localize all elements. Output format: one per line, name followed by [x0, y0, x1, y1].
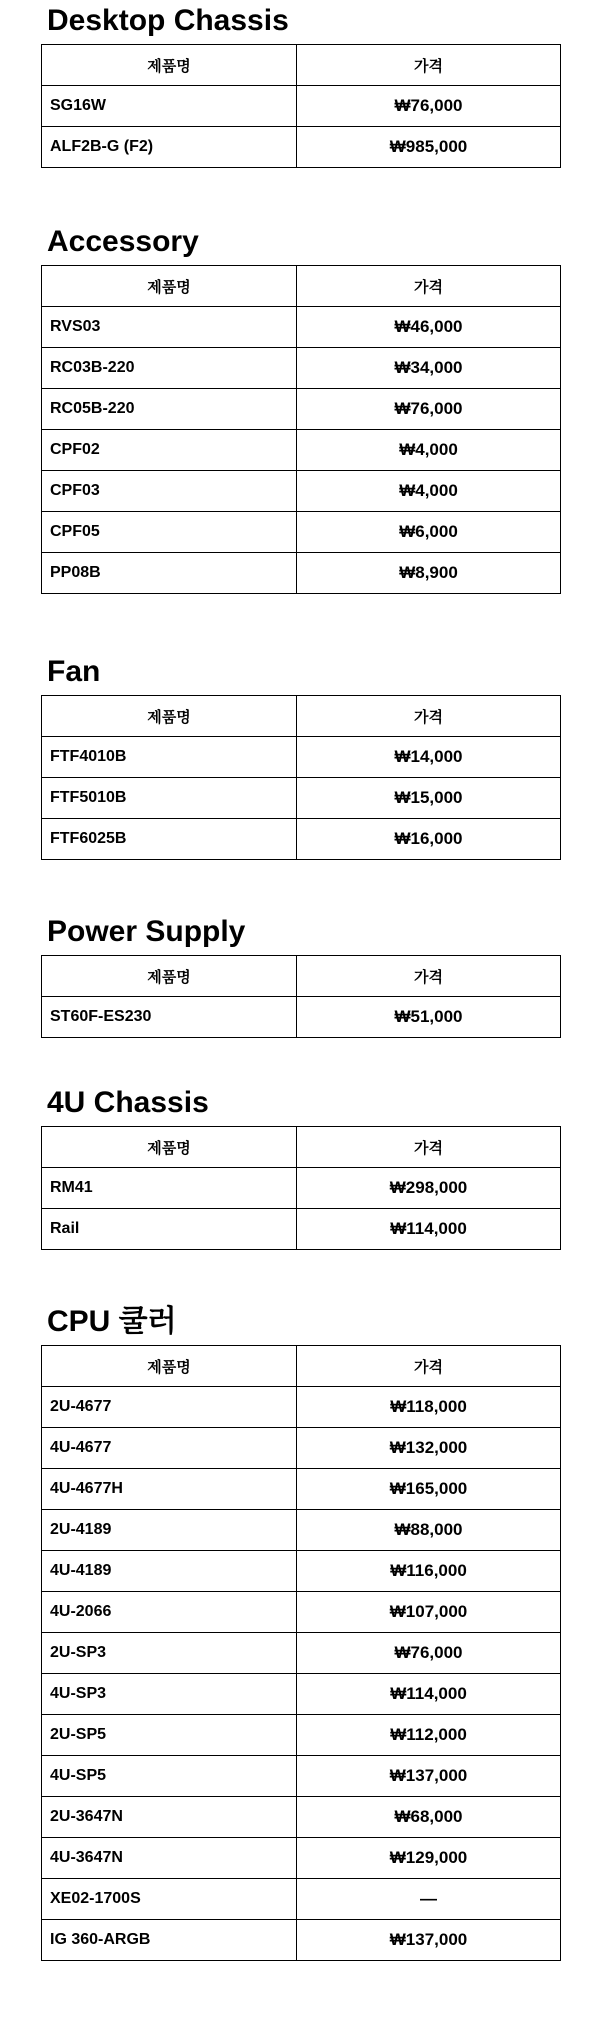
product-price: ₩6,000	[297, 512, 561, 553]
column-header-name: 제품명	[42, 266, 297, 307]
product-price: ₩107,000	[297, 1592, 561, 1633]
product-name: 4U-3647N	[42, 1838, 297, 1879]
table-row	[42, 1469, 561, 1510]
table-header-row	[42, 956, 561, 997]
product-name: 2U-3647N	[42, 1797, 297, 1838]
price-table	[41, 695, 561, 860]
product-price: ₩51,000	[297, 997, 561, 1038]
product-name: RM41	[42, 1168, 297, 1209]
table-header-row	[42, 1127, 561, 1168]
product-name: 4U-2066	[42, 1592, 297, 1633]
price-table	[41, 265, 561, 594]
product-name: FTF5010B	[42, 778, 297, 819]
product-price: ₩4,000	[297, 430, 561, 471]
table-row	[42, 471, 561, 512]
product-name: FTF4010B	[42, 737, 297, 778]
table-row	[42, 1592, 561, 1633]
table-row	[42, 997, 561, 1038]
product-name: RC05B-220	[42, 389, 297, 430]
product-name: 4U-4189	[42, 1551, 297, 1592]
product-name: SG16W	[42, 86, 297, 127]
product-price: ₩14,000	[297, 737, 561, 778]
table-row	[42, 1428, 561, 1469]
table-row	[42, 348, 561, 389]
section-title: Accessory	[47, 225, 199, 258]
product-price: ₩165,000	[297, 1469, 561, 1510]
product-price: ₩15,000	[297, 778, 561, 819]
product-price: ₩137,000	[297, 1920, 561, 1961]
table-header-row	[42, 266, 561, 307]
product-name: CPF02	[42, 430, 297, 471]
product-name: RVS03	[42, 307, 297, 348]
table-row	[42, 1920, 561, 1961]
table-row	[42, 1633, 561, 1674]
column-header-name: 제품명	[42, 1127, 297, 1168]
section-title: CPU 쿨러	[47, 1305, 177, 1338]
column-header-price: 가격	[297, 1346, 561, 1387]
table-row	[42, 1838, 561, 1879]
product-price: ₩114,000	[297, 1209, 561, 1250]
column-header-price: 가격	[297, 266, 561, 307]
table-row	[42, 553, 561, 594]
column-header-price: 가격	[297, 696, 561, 737]
column-header-name: 제품명	[42, 45, 297, 86]
product-price: ₩46,000	[297, 307, 561, 348]
product-price: ₩298,000	[297, 1168, 561, 1209]
table-row	[42, 1387, 561, 1428]
table-row	[42, 1797, 561, 1838]
product-price: ₩985,000	[297, 127, 561, 168]
product-name: ALF2B-G (F2)	[42, 127, 297, 168]
product-price: ₩8,900	[297, 553, 561, 594]
column-header-price: 가격	[297, 45, 561, 86]
table-row	[42, 86, 561, 127]
table-row	[42, 1674, 561, 1715]
product-price: ₩76,000	[297, 86, 561, 127]
section-title: Fan	[47, 655, 101, 688]
table-row	[42, 1209, 561, 1250]
table-row	[42, 307, 561, 348]
product-price: ₩116,000	[297, 1551, 561, 1592]
product-name: IG 360-ARGB	[42, 1920, 297, 1961]
product-name: CPF03	[42, 471, 297, 512]
section-title: 4U Chassis	[47, 1086, 209, 1119]
product-price: ₩68,000	[297, 1797, 561, 1838]
product-name: 2U-SP5	[42, 1715, 297, 1756]
product-name: 2U-4677	[42, 1387, 297, 1428]
table-header-row	[42, 45, 561, 86]
product-price: ₩4,000	[297, 471, 561, 512]
product-price: ₩16,000	[297, 819, 561, 860]
product-name: ST60F-ES230	[42, 997, 297, 1038]
product-name: PP08B	[42, 553, 297, 594]
price-table	[41, 955, 561, 1038]
product-price: ₩129,000	[297, 1838, 561, 1879]
product-price: ₩88,000	[297, 1510, 561, 1551]
table-row	[42, 127, 561, 168]
product-name: 4U-4677	[42, 1428, 297, 1469]
product-price: ₩132,000	[297, 1428, 561, 1469]
product-price: ₩34,000	[297, 348, 561, 389]
section-title: Power Supply	[47, 915, 246, 948]
table-row	[42, 1551, 561, 1592]
product-name: 2U-4189	[42, 1510, 297, 1551]
product-name: Rail	[42, 1209, 297, 1250]
product-name: XE02-1700S	[42, 1879, 297, 1920]
product-name: RC03B-220	[42, 348, 297, 389]
table-row	[42, 1510, 561, 1551]
section-title: Desktop Chassis	[47, 4, 289, 37]
table-row	[42, 737, 561, 778]
product-name: CPF05	[42, 512, 297, 553]
product-name: 2U-SP3	[42, 1633, 297, 1674]
table-row	[42, 512, 561, 553]
product-price: ₩112,000	[297, 1715, 561, 1756]
product-price: ₩114,000	[297, 1674, 561, 1715]
table-row	[42, 1879, 561, 1920]
column-header-name: 제품명	[42, 696, 297, 737]
table-row	[42, 389, 561, 430]
column-header-name: 제품명	[42, 956, 297, 997]
table-row	[42, 1756, 561, 1797]
table-row	[42, 778, 561, 819]
table-row	[42, 430, 561, 471]
column-header-name: 제품명	[42, 1346, 297, 1387]
product-price: ₩76,000	[297, 1633, 561, 1674]
table-row	[42, 819, 561, 860]
product-price: ₩137,000	[297, 1756, 561, 1797]
product-name: 4U-SP3	[42, 1674, 297, 1715]
price-table	[41, 44, 561, 168]
column-header-price: 가격	[297, 956, 561, 997]
product-price: ₩76,000	[297, 389, 561, 430]
column-header-price: 가격	[297, 1127, 561, 1168]
product-name: 4U-SP5	[42, 1756, 297, 1797]
table-header-row	[42, 1346, 561, 1387]
table-header-row	[42, 696, 561, 737]
product-name: 4U-4677H	[42, 1469, 297, 1510]
table-row	[42, 1715, 561, 1756]
product-name: FTF6025B	[42, 819, 297, 860]
price-table	[41, 1345, 561, 1961]
price-table	[41, 1126, 561, 1250]
product-price: —	[297, 1879, 561, 1920]
product-price: ₩118,000	[297, 1387, 561, 1428]
table-row	[42, 1168, 561, 1209]
